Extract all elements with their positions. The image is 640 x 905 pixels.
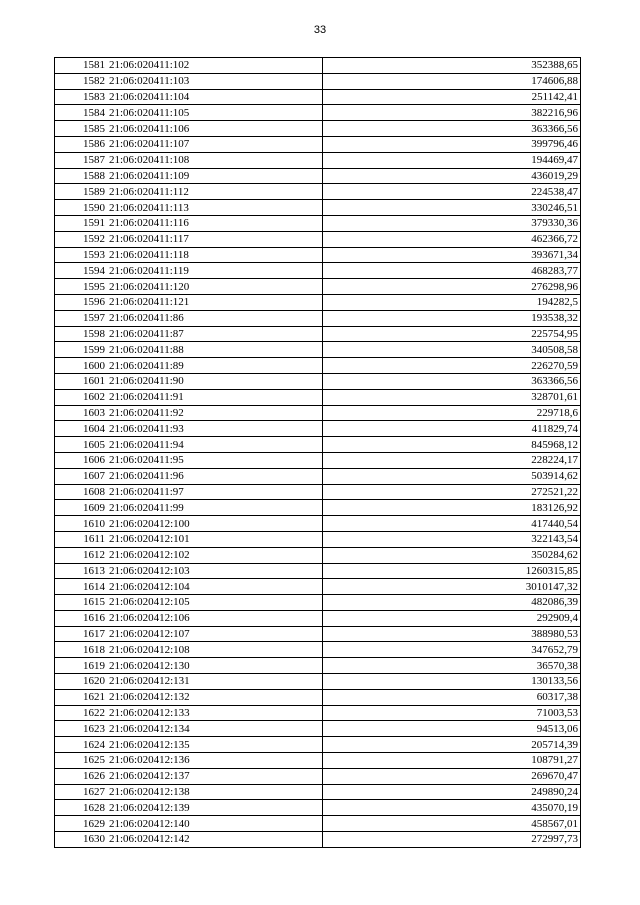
row-number-cell: 1611 xyxy=(55,531,108,547)
row-number-cell: 1615 xyxy=(55,595,108,611)
cadastral-value-cell: 60317,38 xyxy=(323,689,581,705)
table-row xyxy=(55,452,581,468)
cadastral-value-table xyxy=(54,57,581,848)
row-number-cell: 1597 xyxy=(55,310,108,326)
cadastral-number-cell: 21:06:020412:137 xyxy=(107,768,323,784)
row-number-cell: 1613 xyxy=(55,563,108,579)
cadastral-number-cell: 21:06:020411:95 xyxy=(107,452,323,468)
row-number-cell: 1591 xyxy=(55,215,108,231)
table-row xyxy=(55,595,581,611)
cadastral-value-cell: 228224,17 xyxy=(323,452,581,468)
table-row xyxy=(55,705,581,721)
cadastral-number-cell: 21:06:020412:107 xyxy=(107,626,323,642)
table-row xyxy=(55,468,581,484)
row-number-cell: 1627 xyxy=(55,784,108,800)
table-row xyxy=(55,531,581,547)
table-row xyxy=(55,373,581,389)
cadastral-value-cell: 225754,95 xyxy=(323,326,581,342)
table-row xyxy=(55,547,581,563)
row-number-cell: 1630 xyxy=(55,832,108,848)
table-row xyxy=(55,168,581,184)
cadastral-number-cell: 21:06:020411:106 xyxy=(107,121,323,137)
cadastral-number-cell: 21:06:020411:102 xyxy=(107,58,323,74)
cadastral-value-cell: 229718,6 xyxy=(323,405,581,421)
table-row xyxy=(55,563,581,579)
table-row xyxy=(55,200,581,216)
cadastral-number-cell: 21:06:020412:108 xyxy=(107,642,323,658)
table-row xyxy=(55,263,581,279)
cadastral-value-cell: 71003,53 xyxy=(323,705,581,721)
cadastral-number-cell: 21:06:020411:96 xyxy=(107,468,323,484)
table-row xyxy=(55,326,581,342)
cadastral-number-cell: 21:06:020412:101 xyxy=(107,531,323,547)
row-number-cell: 1600 xyxy=(55,358,108,374)
row-number-cell: 1586 xyxy=(55,136,108,152)
row-number-cell: 1605 xyxy=(55,437,108,453)
row-number-cell: 1594 xyxy=(55,263,108,279)
cadastral-number-cell: 21:06:020411:90 xyxy=(107,373,323,389)
row-number-cell: 1602 xyxy=(55,389,108,405)
row-number-cell: 1612 xyxy=(55,547,108,563)
cadastral-value-cell: 845968,12 xyxy=(323,437,581,453)
cadastral-value-cell: 503914,62 xyxy=(323,468,581,484)
cadastral-number-cell: 21:06:020411:109 xyxy=(107,168,323,184)
cadastral-value-cell: 436019,29 xyxy=(323,168,581,184)
row-number-cell: 1587 xyxy=(55,152,108,168)
cadastral-value-cell: 193538,32 xyxy=(323,310,581,326)
row-number-cell: 1625 xyxy=(55,753,108,769)
cadastral-number-cell: 21:06:020411:108 xyxy=(107,152,323,168)
cadastral-number-cell: 21:06:020412:104 xyxy=(107,579,323,595)
cadastral-number-cell: 21:06:020411:117 xyxy=(107,231,323,247)
row-number-cell: 1589 xyxy=(55,184,108,200)
table-row xyxy=(55,152,581,168)
table-row xyxy=(55,73,581,89)
cadastral-number-cell: 21:06:020412:142 xyxy=(107,832,323,848)
row-number-cell: 1593 xyxy=(55,247,108,263)
cadastral-value-cell: 174606,88 xyxy=(323,73,581,89)
row-number-cell: 1622 xyxy=(55,705,108,721)
row-number-cell: 1581 xyxy=(55,58,108,74)
cadastral-number-cell: 21:06:020411:112 xyxy=(107,184,323,200)
cadastral-value-cell: 458567,01 xyxy=(323,816,581,832)
cadastral-number-cell: 21:06:020411:118 xyxy=(107,247,323,263)
table-row xyxy=(55,674,581,690)
cadastral-value-cell: 352388,65 xyxy=(323,58,581,74)
cadastral-value-cell: 224538,47 xyxy=(323,184,581,200)
row-number-cell: 1583 xyxy=(55,89,108,105)
row-number-cell: 1616 xyxy=(55,610,108,626)
row-number-cell: 1592 xyxy=(55,231,108,247)
row-number-cell: 1608 xyxy=(55,484,108,500)
table-row xyxy=(55,389,581,405)
cadastral-number-cell: 21:06:020412:140 xyxy=(107,816,323,832)
cadastral-number-cell: 21:06:020411:97 xyxy=(107,484,323,500)
row-number-cell: 1609 xyxy=(55,500,108,516)
cadastral-value-cell: 194469,47 xyxy=(323,152,581,168)
table-row xyxy=(55,105,581,121)
cadastral-number-cell: 21:06:020411:103 xyxy=(107,73,323,89)
table-row xyxy=(55,231,581,247)
table-row xyxy=(55,516,581,532)
cadastral-number-cell: 21:06:020411:119 xyxy=(107,263,323,279)
row-number-cell: 1624 xyxy=(55,737,108,753)
table-row xyxy=(55,784,581,800)
cadastral-value-cell: 3010147,32 xyxy=(323,579,581,595)
table-row xyxy=(55,500,581,516)
row-number-cell: 1604 xyxy=(55,421,108,437)
cadastral-value-cell: 183126,92 xyxy=(323,500,581,516)
cadastral-number-cell: 21:06:020411:113 xyxy=(107,200,323,216)
cadastral-value-cell: 276298,96 xyxy=(323,279,581,295)
row-number-cell: 1610 xyxy=(55,516,108,532)
row-number-cell: 1606 xyxy=(55,452,108,468)
cadastral-value-cell: 350284,62 xyxy=(323,547,581,563)
row-number-cell: 1598 xyxy=(55,326,108,342)
table-body xyxy=(55,58,581,848)
cadastral-number-cell: 21:06:020412:135 xyxy=(107,737,323,753)
cadastral-number-cell: 21:06:020412:139 xyxy=(107,800,323,816)
cadastral-number-cell: 21:06:020412:103 xyxy=(107,563,323,579)
cadastral-number-cell: 21:06:020411:120 xyxy=(107,279,323,295)
cadastral-value-cell: 194282,5 xyxy=(323,294,581,310)
cadastral-value-cell: 393671,34 xyxy=(323,247,581,263)
cadastral-number-cell: 21:06:020412:131 xyxy=(107,674,323,690)
cadastral-number-cell: 21:06:020411:94 xyxy=(107,437,323,453)
cadastral-number-cell: 21:06:020411:87 xyxy=(107,326,323,342)
cadastral-number-cell: 21:06:020411:93 xyxy=(107,421,323,437)
cadastral-number-cell: 21:06:020411:105 xyxy=(107,105,323,121)
table-row xyxy=(55,89,581,105)
cadastral-number-cell: 21:06:020411:121 xyxy=(107,294,323,310)
table-row xyxy=(55,484,581,500)
cadastral-value-cell: 130133,56 xyxy=(323,674,581,690)
cadastral-value-cell: 411829,74 xyxy=(323,421,581,437)
row-number-cell: 1585 xyxy=(55,121,108,137)
cadastral-value-cell: 328701,61 xyxy=(323,389,581,405)
table-row xyxy=(55,800,581,816)
table-row xyxy=(55,310,581,326)
cadastral-number-cell: 21:06:020411:86 xyxy=(107,310,323,326)
cadastral-number-cell: 21:06:020412:136 xyxy=(107,753,323,769)
row-number-cell: 1617 xyxy=(55,626,108,642)
cadastral-number-cell: 21:06:020412:105 xyxy=(107,595,323,611)
row-number-cell: 1596 xyxy=(55,294,108,310)
cadastral-number-cell: 21:06:020411:91 xyxy=(107,389,323,405)
cadastral-value-cell: 347652,79 xyxy=(323,642,581,658)
cadastral-value-cell: 363366,56 xyxy=(323,121,581,137)
table-row xyxy=(55,247,581,263)
cadastral-number-cell: 21:06:020412:132 xyxy=(107,689,323,705)
table-row xyxy=(55,579,581,595)
table-row xyxy=(55,832,581,848)
cadastral-number-cell: 21:06:020412:138 xyxy=(107,784,323,800)
cadastral-value-cell: 292909,4 xyxy=(323,610,581,626)
cadastral-value-cell: 388980,53 xyxy=(323,626,581,642)
cadastral-value-cell: 468283,77 xyxy=(323,263,581,279)
row-number-cell: 1618 xyxy=(55,642,108,658)
table-row xyxy=(55,737,581,753)
cadastral-value-cell: 363366,56 xyxy=(323,373,581,389)
table-row xyxy=(55,358,581,374)
cadastral-value-cell: 272997,73 xyxy=(323,832,581,848)
cadastral-number-cell: 21:06:020412:102 xyxy=(107,547,323,563)
table-row xyxy=(55,184,581,200)
cadastral-value-cell: 482086,39 xyxy=(323,595,581,611)
table-row xyxy=(55,610,581,626)
cadastral-value-cell: 435070,19 xyxy=(323,800,581,816)
cadastral-value-cell: 399796,46 xyxy=(323,136,581,152)
page-number: 33 xyxy=(313,24,327,36)
table-row xyxy=(55,689,581,705)
cadastral-number-cell: 21:06:020411:99 xyxy=(107,500,323,516)
cadastral-value-cell: 226270,59 xyxy=(323,358,581,374)
table-row xyxy=(55,753,581,769)
table-row xyxy=(55,121,581,137)
table-row xyxy=(55,294,581,310)
cadastral-value-cell: 249890,24 xyxy=(323,784,581,800)
cadastral-value-cell: 251142,41 xyxy=(323,89,581,105)
cadastral-number-cell: 21:06:020411:92 xyxy=(107,405,323,421)
cadastral-value-cell: 322143,54 xyxy=(323,531,581,547)
row-number-cell: 1623 xyxy=(55,721,108,737)
cadastral-number-cell: 21:06:020412:106 xyxy=(107,610,323,626)
cadastral-value-cell: 272521,22 xyxy=(323,484,581,500)
row-number-cell: 1603 xyxy=(55,405,108,421)
row-number-cell: 1582 xyxy=(55,73,108,89)
cadastral-value-cell: 340508,58 xyxy=(323,342,581,358)
row-number-cell: 1620 xyxy=(55,674,108,690)
table-row xyxy=(55,215,581,231)
cadastral-value-cell: 269670,47 xyxy=(323,768,581,784)
row-number-cell: 1614 xyxy=(55,579,108,595)
cadastral-number-cell: 21:06:020411:89 xyxy=(107,358,323,374)
row-number-cell: 1626 xyxy=(55,768,108,784)
table-row xyxy=(55,136,581,152)
cadastral-value-cell: 417440,54 xyxy=(323,516,581,532)
table-row xyxy=(55,58,581,74)
table-row xyxy=(55,816,581,832)
cadastral-value-cell: 462366,72 xyxy=(323,231,581,247)
cadastral-number-cell: 21:06:020412:133 xyxy=(107,705,323,721)
table-row xyxy=(55,642,581,658)
cadastral-value-cell: 205714,39 xyxy=(323,737,581,753)
cadastral-number-cell: 21:06:020411:104 xyxy=(107,89,323,105)
cadastral-number-cell: 21:06:020411:107 xyxy=(107,136,323,152)
cadastral-value-cell: 36570,38 xyxy=(323,658,581,674)
row-number-cell: 1628 xyxy=(55,800,108,816)
cadastral-value-cell: 330246,51 xyxy=(323,200,581,216)
cadastral-number-cell: 21:06:020412:134 xyxy=(107,721,323,737)
table-row xyxy=(55,437,581,453)
cadastral-value-cell: 379330,36 xyxy=(323,215,581,231)
cadastral-value-cell: 108791,27 xyxy=(323,753,581,769)
cadastral-number-cell: 21:06:020411:116 xyxy=(107,215,323,231)
cadastral-number-cell: 21:06:020412:130 xyxy=(107,658,323,674)
row-number-cell: 1588 xyxy=(55,168,108,184)
row-number-cell: 1621 xyxy=(55,689,108,705)
table-row xyxy=(55,342,581,358)
cadastral-value-cell: 94513,06 xyxy=(323,721,581,737)
row-number-cell: 1590 xyxy=(55,200,108,216)
row-number-cell: 1595 xyxy=(55,279,108,295)
table-row xyxy=(55,658,581,674)
row-number-cell: 1619 xyxy=(55,658,108,674)
row-number-cell: 1599 xyxy=(55,342,108,358)
cadastral-number-cell: 21:06:020411:88 xyxy=(107,342,323,358)
table-row xyxy=(55,421,581,437)
row-number-cell: 1584 xyxy=(55,105,108,121)
table-row xyxy=(55,279,581,295)
table-row xyxy=(55,405,581,421)
cadastral-number-cell: 21:06:020412:100 xyxy=(107,516,323,532)
table-row xyxy=(55,626,581,642)
table-row xyxy=(55,721,581,737)
row-number-cell: 1607 xyxy=(55,468,108,484)
cadastral-value-cell: 382216,96 xyxy=(323,105,581,121)
row-number-cell: 1601 xyxy=(55,373,108,389)
table-row xyxy=(55,768,581,784)
cadastral-value-cell: 1260315,85 xyxy=(323,563,581,579)
row-number-cell: 1629 xyxy=(55,816,108,832)
